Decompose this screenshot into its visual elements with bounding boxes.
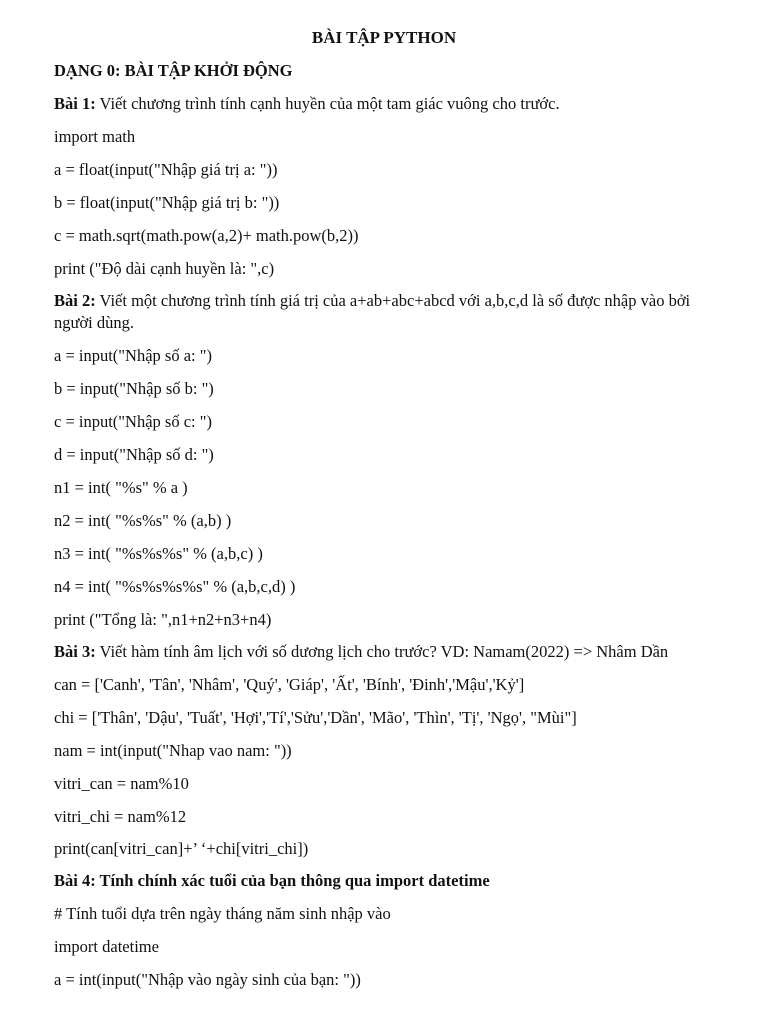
- exercise-3-prompt: [54, 641, 714, 663]
- code-line: print(can[vitri_can]+’ ‘+chi[vitri_chi]): [54, 839, 309, 858]
- code-line: a = input("Nhập số a: "): [54, 346, 212, 365]
- code-line: import math: [54, 127, 136, 146]
- code-line: vitri_chi = nam%12: [54, 807, 187, 826]
- code-line: c = math.sqrt(math.pow(a,2)+ math.pow(b,2)): [54, 226, 359, 245]
- code-line: n1 = int( "%s" % a ): [54, 478, 188, 497]
- exercise-2-text: Viết một chương trình tính giá trị của a+ab+abc+abcd với a,b,c,d là số được nhập vào bởi người dùng.: [54, 291, 691, 332]
- section-heading: DẠNG 0: BÀI TẬP KHỞI ĐỘNG: [54, 61, 293, 80]
- code-line: n2 = int( "%s%s" % (a,b) ): [54, 511, 232, 530]
- code-line: n4 = int( "%s%s%s%s" % (a,b,c,d) ): [54, 577, 296, 596]
- code-line: can = ['Canh', 'Tân', 'Nhâm', 'Quý', 'Giáp', 'Ất', 'Bính', 'Đinh','Mậu','Kỷ']: [54, 675, 525, 694]
- exercise-2-prompt: [54, 290, 714, 334]
- exercise-3-text: Viết hàm tính âm lịch với số dương lịch cho trước? VD: Namam(2022) => Nhâm Dần: [95, 642, 669, 661]
- exercise-1-prompt: [54, 93, 714, 115]
- code-line: nam = int(input("Nhap vao nam: ")): [54, 741, 292, 760]
- code-line: chi = ['Thân', 'Dậu', 'Tuất', 'Hợi','Tí','Sửu','Dần', 'Mão', 'Thìn', 'Tị', 'Ngọ', "Mùi"]: [54, 708, 577, 727]
- exercise-3-label: Bài 3:: [54, 642, 96, 661]
- code-line: b = float(input("Nhập giá trị b: ")): [54, 193, 280, 212]
- code-line: print ("Độ dài cạnh huyền là: ",c): [54, 259, 275, 278]
- code-line: b = input("Nhập số b: "): [54, 379, 214, 398]
- code-line: d = input("Nhập số d: "): [54, 445, 214, 464]
- document-title: BÀI TẬP PYTHON: [311, 28, 457, 47]
- code-line: c = input("Nhập số c: "): [54, 412, 212, 431]
- code-line: import datetime: [54, 937, 159, 956]
- exercise-1-label: Bài 1:: [54, 94, 96, 113]
- exercise-4-prompt: Bài 4: Tính chính xác tuổi của bạn thông qua import datetime: [54, 871, 490, 890]
- code-line: # Tính tuổi dựa trên ngày tháng năm sinh nhập vào: [54, 904, 391, 923]
- exercise-2-label: Bài 2:: [54, 291, 96, 310]
- code-line: vitri_can = nam%10: [54, 774, 189, 793]
- code-line: n3 = int( "%s%s%s" % (a,b,c) ): [54, 544, 263, 563]
- code-line: print ("Tổng là: ",n1+n2+n3+n4): [54, 610, 272, 629]
- exercise-1-text: Viết chương trình tính cạnh huyền của một tam giác vuông cho trước.: [95, 94, 560, 113]
- code-line: a = int(input("Nhập vào ngày sinh của bạn: ")): [54, 970, 361, 989]
- code-line: a = float(input("Nhập giá trị a: ")): [54, 160, 278, 179]
